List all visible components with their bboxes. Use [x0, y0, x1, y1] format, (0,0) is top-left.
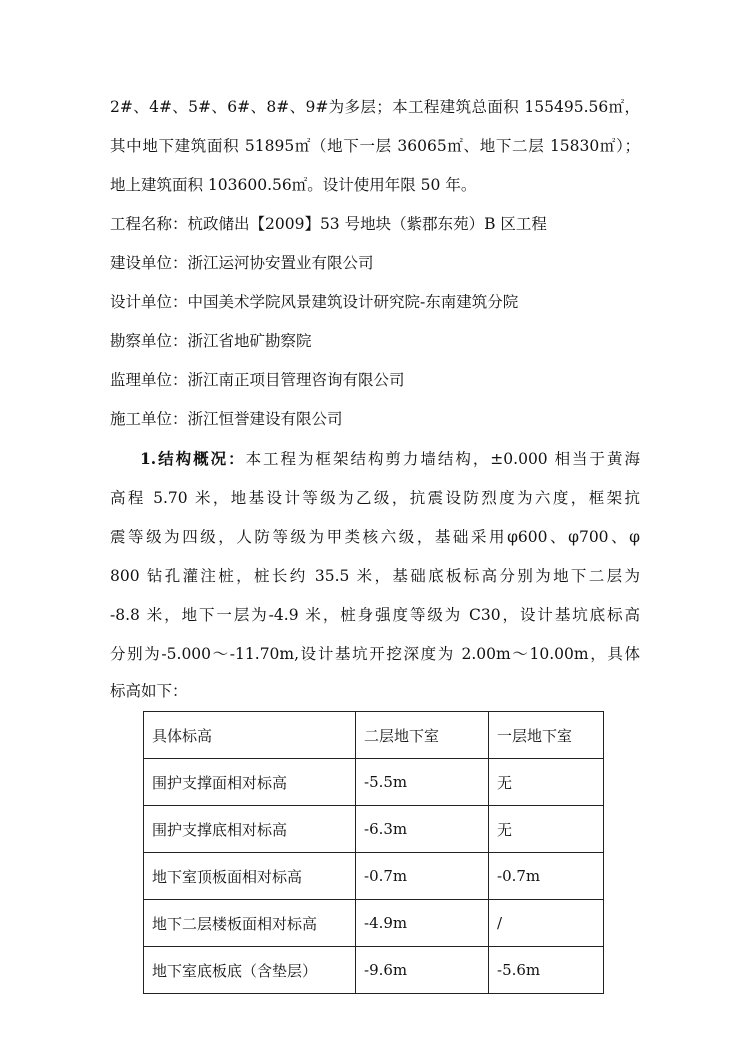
- table-cell: -0.7m: [489, 853, 604, 900]
- table-cell: 围护支撑底相对标高: [144, 806, 356, 853]
- header-cell: 一层地下室: [489, 712, 604, 759]
- table-cell: -4.9m: [356, 900, 489, 947]
- header-cell: 二层地下室: [356, 712, 489, 759]
- text-line: 震等级为四级，人防等级为甲类核六级，基础采用φ600、φ700、φ: [110, 528, 640, 546]
- text-line: 标高如下：: [110, 682, 188, 700]
- client: 建设单位：浙江运河协安置业有限公司: [110, 254, 374, 272]
- text-line: 分别为-5.000～-11.70m,设计基坑开挖深度为 2.00m～10.00m，具体: [110, 645, 640, 663]
- text-line: 2#、4#、5#、6#、8#、9#为多层；本工程建筑总面积 155495.56㎡，: [110, 98, 640, 116]
- table-row: [144, 806, 604, 853]
- table-cell: /: [489, 900, 604, 947]
- table-cell: -0.7m: [356, 853, 489, 900]
- text-line: 其中地下建筑面积 51895㎡（地下一层 36065㎡、地下二层 15830㎡）；: [110, 137, 640, 155]
- table-cell: 无: [489, 759, 604, 806]
- elevation-table: [143, 711, 604, 994]
- contractor: 施工单位：浙江恒誉建设有限公司: [110, 410, 343, 428]
- text-line: 800 钻孔灌注桩，桩长约 35.5 米，基础底板标高分别为地下二层为: [110, 567, 640, 585]
- text-line: [140, 449, 640, 469]
- text-span: 本工程为框架结构剪力墙结构，±0.000 相当于黄海: [245, 450, 640, 468]
- table-header: [144, 712, 604, 759]
- table-cell: -5.6m: [489, 947, 604, 994]
- project-name: 工程名称：杭政储出【2009】53 号地块（紫郡东苑）B 区工程: [110, 215, 547, 233]
- text-line: 高程 5.70 米，地基设计等级为乙级，抗震设防烈度为六度，框架抗: [110, 489, 640, 507]
- table-cell: 地下二层楼板面相对标高: [144, 900, 356, 947]
- table-cell: -5.5m: [356, 759, 489, 806]
- table-cell: 围护支撑面相对标高: [144, 759, 356, 806]
- text-line: -8.8 米，地下一层为-4.9 米，桩身强度等级为 C30，设计基坑底标高: [110, 606, 640, 624]
- table-cell: -9.6m: [356, 947, 489, 994]
- surveyor: 勘察单位：浙江省地矿勘察院: [110, 332, 312, 350]
- text-line: 地上建筑面积 103600.56㎡。设计使用年限 50 年。: [110, 176, 477, 194]
- table-row: [144, 900, 604, 947]
- header-cell: 具体标高: [144, 712, 356, 759]
- table-cell: 无: [489, 806, 604, 853]
- table-cell: 地下室底板底（含垫层）: [144, 947, 356, 994]
- table-row: [144, 759, 604, 806]
- table-row: [144, 947, 604, 994]
- table-cell: -6.3m: [356, 806, 489, 853]
- designer: 设计单位：中国美术学院风景建筑设计研究院-东南建筑分院: [110, 293, 519, 311]
- table-cell: 地下室顶板面相对标高: [144, 853, 356, 900]
- table-row: [144, 853, 604, 900]
- section-heading: 1.结构概况：: [140, 449, 246, 468]
- supervisor: 监理单位：浙江南正项目管理咨询有限公司: [110, 371, 405, 389]
